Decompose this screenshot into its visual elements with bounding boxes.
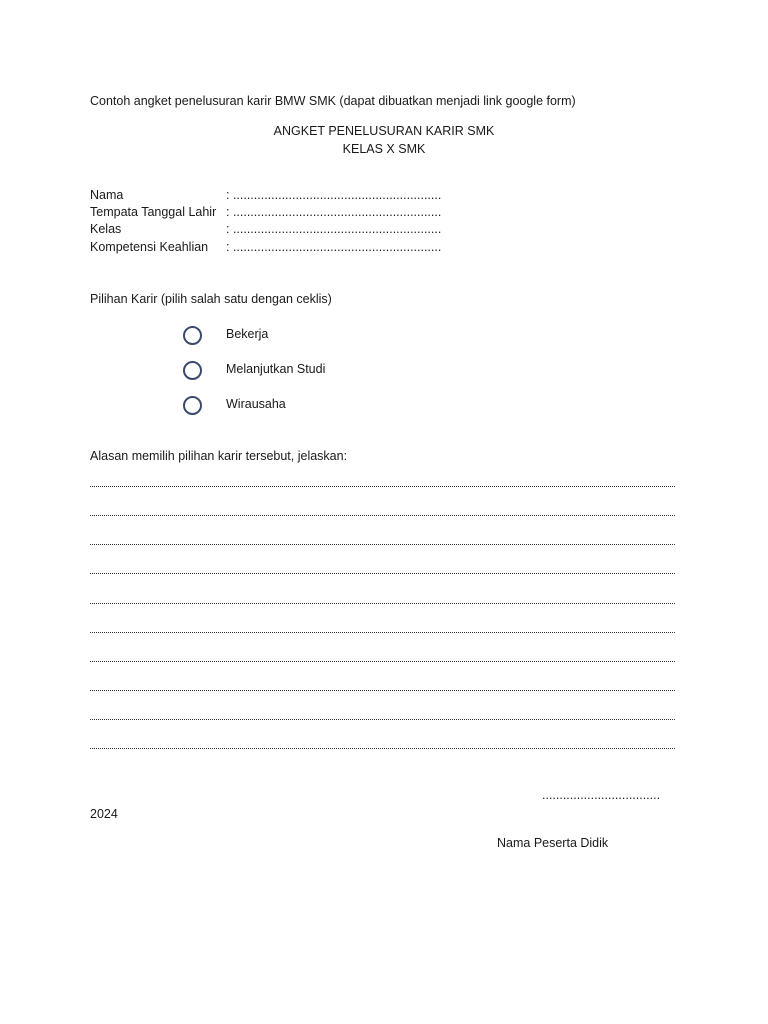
answer-line[interactable] <box>90 748 675 749</box>
field-value[interactable]: : ............................................................ <box>226 222 442 236</box>
field-label: Kelas <box>90 222 122 236</box>
reason-prompt: Alasan memilih pilihan karir tersebut, jelaskan: <box>90 449 348 463</box>
radio-melanjutkan-studi[interactable] <box>183 361 202 380</box>
answer-line[interactable] <box>90 719 675 720</box>
answer-line[interactable] <box>90 515 675 516</box>
answer-line[interactable] <box>90 603 675 604</box>
signature-label: Nama Peserta Didik <box>497 836 609 850</box>
radio-bekerja[interactable] <box>183 326 202 345</box>
field-label: Nama <box>90 188 124 202</box>
choice-prompt: Pilihan Karir (pilih salah satu dengan ceklis) <box>90 292 332 306</box>
answer-line[interactable] <box>90 632 675 633</box>
date-place-field[interactable]: .................................. <box>542 788 661 802</box>
field-label: Kompetensi Keahlian <box>90 240 209 254</box>
field-label: Tempata Tanggal Lahir <box>90 205 217 219</box>
intro-text: Contoh angket penelusuran karir BMW SMK (dapat dibuatkan menjadi link google form) <box>90 94 576 108</box>
answer-line[interactable] <box>90 544 675 545</box>
field-value[interactable]: : ............................................................ <box>226 205 442 219</box>
field-value[interactable]: : ............................................................ <box>226 240 442 254</box>
choice-label: Wirausaha <box>226 397 286 411</box>
answer-line[interactable] <box>90 486 675 487</box>
form-subtitle: KELAS X SMK <box>342 142 426 156</box>
answer-line[interactable] <box>90 573 675 574</box>
form-title: ANGKET PENELUSURAN KARIR SMK <box>273 124 495 138</box>
year-text: 2024 <box>90 807 118 821</box>
radio-wirausaha[interactable] <box>183 396 202 415</box>
choice-label: Bekerja <box>226 327 269 341</box>
answer-line[interactable] <box>90 661 675 662</box>
answer-line[interactable] <box>90 690 675 691</box>
field-value[interactable]: : ............................................................ <box>226 188 442 202</box>
choice-label: Melanjutkan Studi <box>226 362 326 376</box>
